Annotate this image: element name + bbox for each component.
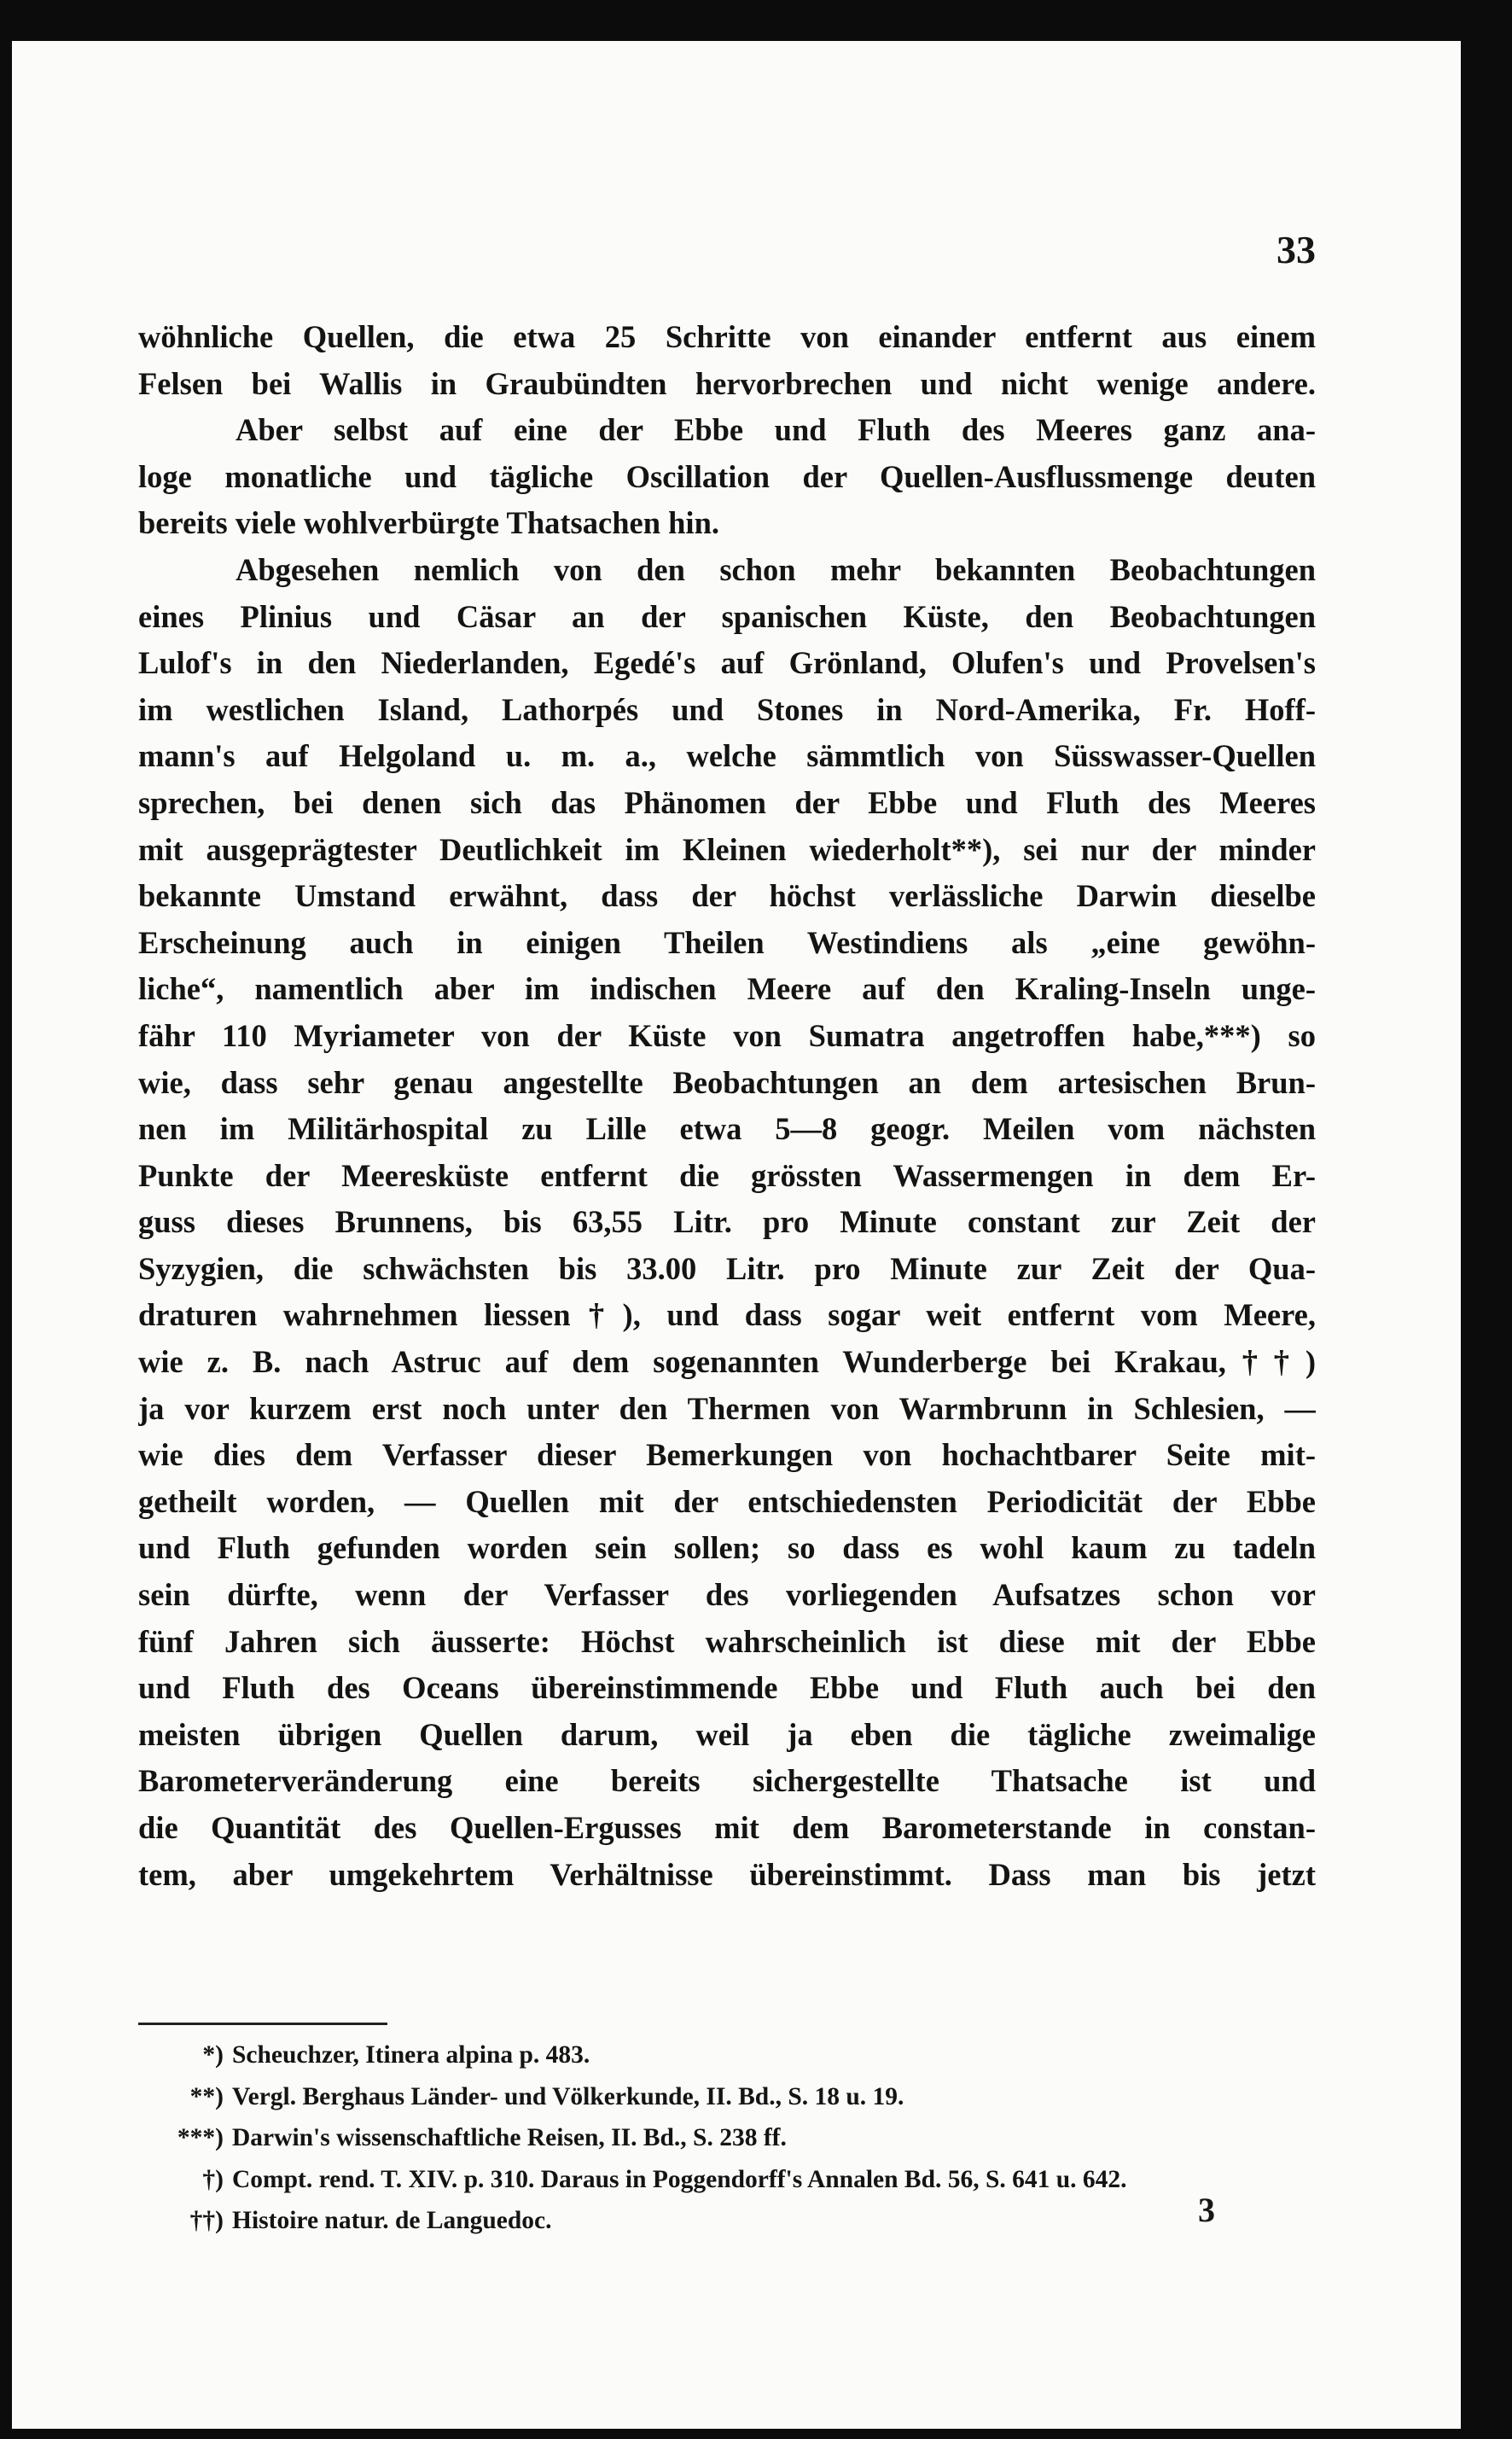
text-line: Barometerveränderung eine bereits sichergestellte Thatsache ist und — [138, 1763, 1316, 1799]
text-line: wie z. B. nach Astruc auf dem sogenannten Wunderberge bei Krakau,††) — [138, 1344, 1316, 1380]
text-line: draturen wahrnehmen liessen†), und dass sogar weit entfernt vom Meere, — [138, 1297, 1316, 1333]
page-number: 33 — [1276, 228, 1316, 271]
footnote-mark: ††) — [189, 2207, 224, 2234]
text-line: guss dieses Brunnens, bis 63,55 Litr. pro Minute constant zur Zeit der — [138, 1204, 1316, 1240]
text-line: die Quantität des Quellen-Ergusses mit dem Barometerstande in constan- — [138, 1810, 1316, 1845]
text-line: fähr 110 Myriameter von der Küste von Sumatra angetroffen habe,***) so — [138, 1017, 1316, 1053]
footnote-text: Darwin's wissenschaftliche Reisen, II. Bd., S. 238 ff. — [232, 2124, 787, 2151]
footnote-mark: ***) — [177, 2124, 224, 2151]
text-line: mit ausgeprägtester Deutlichkeit im Kleinen wiederholt**), sei nur der minder — [138, 831, 1316, 867]
footnote-text: Vergl. Berghaus Länder- und Völkerkunde, II. Bd., S. 18 u. 19. — [232, 2082, 904, 2110]
text-line: und Fluth des Oceans übereinstimmende Ebbe und Fluth auch bei den — [138, 1670, 1316, 1706]
text-line: eines Plinius und Cäsar an der spanischen Küste, den Beobachtungen — [138, 598, 1316, 634]
text-line: sprechen, bei denen sich das Phänomen der Ebbe und Fluth des Meeres — [138, 784, 1316, 820]
footnote-divider — [138, 2023, 387, 2025]
footnote-text: Scheuchzer, Itinera alpina p. 483. — [232, 2041, 590, 2069]
book-page — [12, 41, 1461, 2429]
text-line: liche“, namentlich aber im indischen Meere auf den Kraling-Inseln unge- — [138, 971, 1316, 1007]
text-line: Felsen bei Wallis in Graubündten hervorbrechen und nicht wenige andere. — [138, 365, 1316, 401]
footnote-text: Histoire natur. de Languedoc. — [232, 2207, 552, 2234]
signature-mark: 3 — [1198, 2191, 1215, 2229]
footnote — [138, 2034, 1316, 2076]
footnote-mark: *) — [202, 2041, 224, 2069]
footnote — [138, 2076, 1316, 2118]
footnote-mark: †) — [202, 2165, 224, 2193]
text-line: Abgesehen nemlich von den schon mehr bekannten Beobachtungen — [236, 551, 1316, 587]
text-line: Syzygien, die schwächsten bis 33.00 Litr. pro Minute zur Zeit der Qua- — [138, 1250, 1316, 1286]
text-line: Aber selbst auf eine der Ebbe und Fluth des Meeres ganz ana- — [236, 412, 1316, 448]
text-line: bereits viele wohlverbürgte Thatsachen hin. — [138, 505, 719, 541]
text-line: meisten übrigen Quellen darum, weil ja eben die tägliche zweimalige — [138, 1716, 1316, 1752]
text-line: sein dürfte, wenn der Verfasser des vorliegenden Aufsatzes schon vor — [138, 1577, 1316, 1613]
footnote-mark: **) — [189, 2082, 224, 2110]
body-text — [138, 314, 1316, 1898]
text-line: wöhnliche Quellen, die etwa 25 Schritte von einander entfernt aus einem — [138, 319, 1316, 354]
text-line: wie, dass sehr genau angestellte Beobachtungen an dem artesischen Brun- — [138, 1064, 1316, 1100]
text-line: tem, aber umgekehrtem Verhältnisse übereinstimmt. Dass man bis jetzt — [138, 1856, 1316, 1892]
text-line: ja vor kurzem erst noch unter den Thermen von Warmbrunn in Schlesien, — — [138, 1390, 1316, 1426]
text-line: fünf Jahren sich äusserte: Höchst wahrscheinlich ist diese mit der Ebbe — [138, 1623, 1316, 1659]
text-line: nen im Militärhospital zu Lille etwa 5—8 geogr. Meilen vom nächsten — [138, 1111, 1316, 1147]
text-line: loge monatliche und tägliche Oscillation der Quellen-Ausflussmenge deuten — [138, 458, 1316, 494]
text-line: im westlichen Island, Lathorpés und Stones in Nord-Amerika, Fr. Hoff- — [138, 691, 1316, 727]
text-line: mann's auf Helgoland u. m. a., welche sämmtlich von Süsswasser-Quellen — [138, 738, 1316, 774]
footnote — [138, 2117, 1316, 2159]
text-line: bekannte Umstand erwähnt, dass der höchst verlässliche Darwin dieselbe — [138, 878, 1316, 914]
text-line: Punkte der Meeresküste entfernt die grössten Wassermengen in dem Er- — [138, 1157, 1316, 1193]
text-line: getheilt worden, — Quellen mit der entschiedensten Periodicität der Ebbe — [138, 1483, 1316, 1519]
text-line: wie dies dem Verfasser dieser Bemerkungen von hochachtbarer Seite mit- — [138, 1437, 1316, 1473]
text-line: Lulof's in den Niederlanden, Egedé's auf Grönland, Olufen's und Provelsen's — [138, 645, 1316, 681]
text-line: und Fluth gefunden worden sein sollen; so dass es wohl kaum zu tadeln — [138, 1530, 1316, 1566]
text-line: Erscheinung auch in einigen Theilen Westindiens als „eine gewöhn- — [138, 924, 1316, 960]
footnote-text: Compt. rend. T. XIV. p. 310. Daraus in Poggendorff's Annalen Bd. 56, S. 641 u. 642. — [232, 2165, 1127, 2193]
